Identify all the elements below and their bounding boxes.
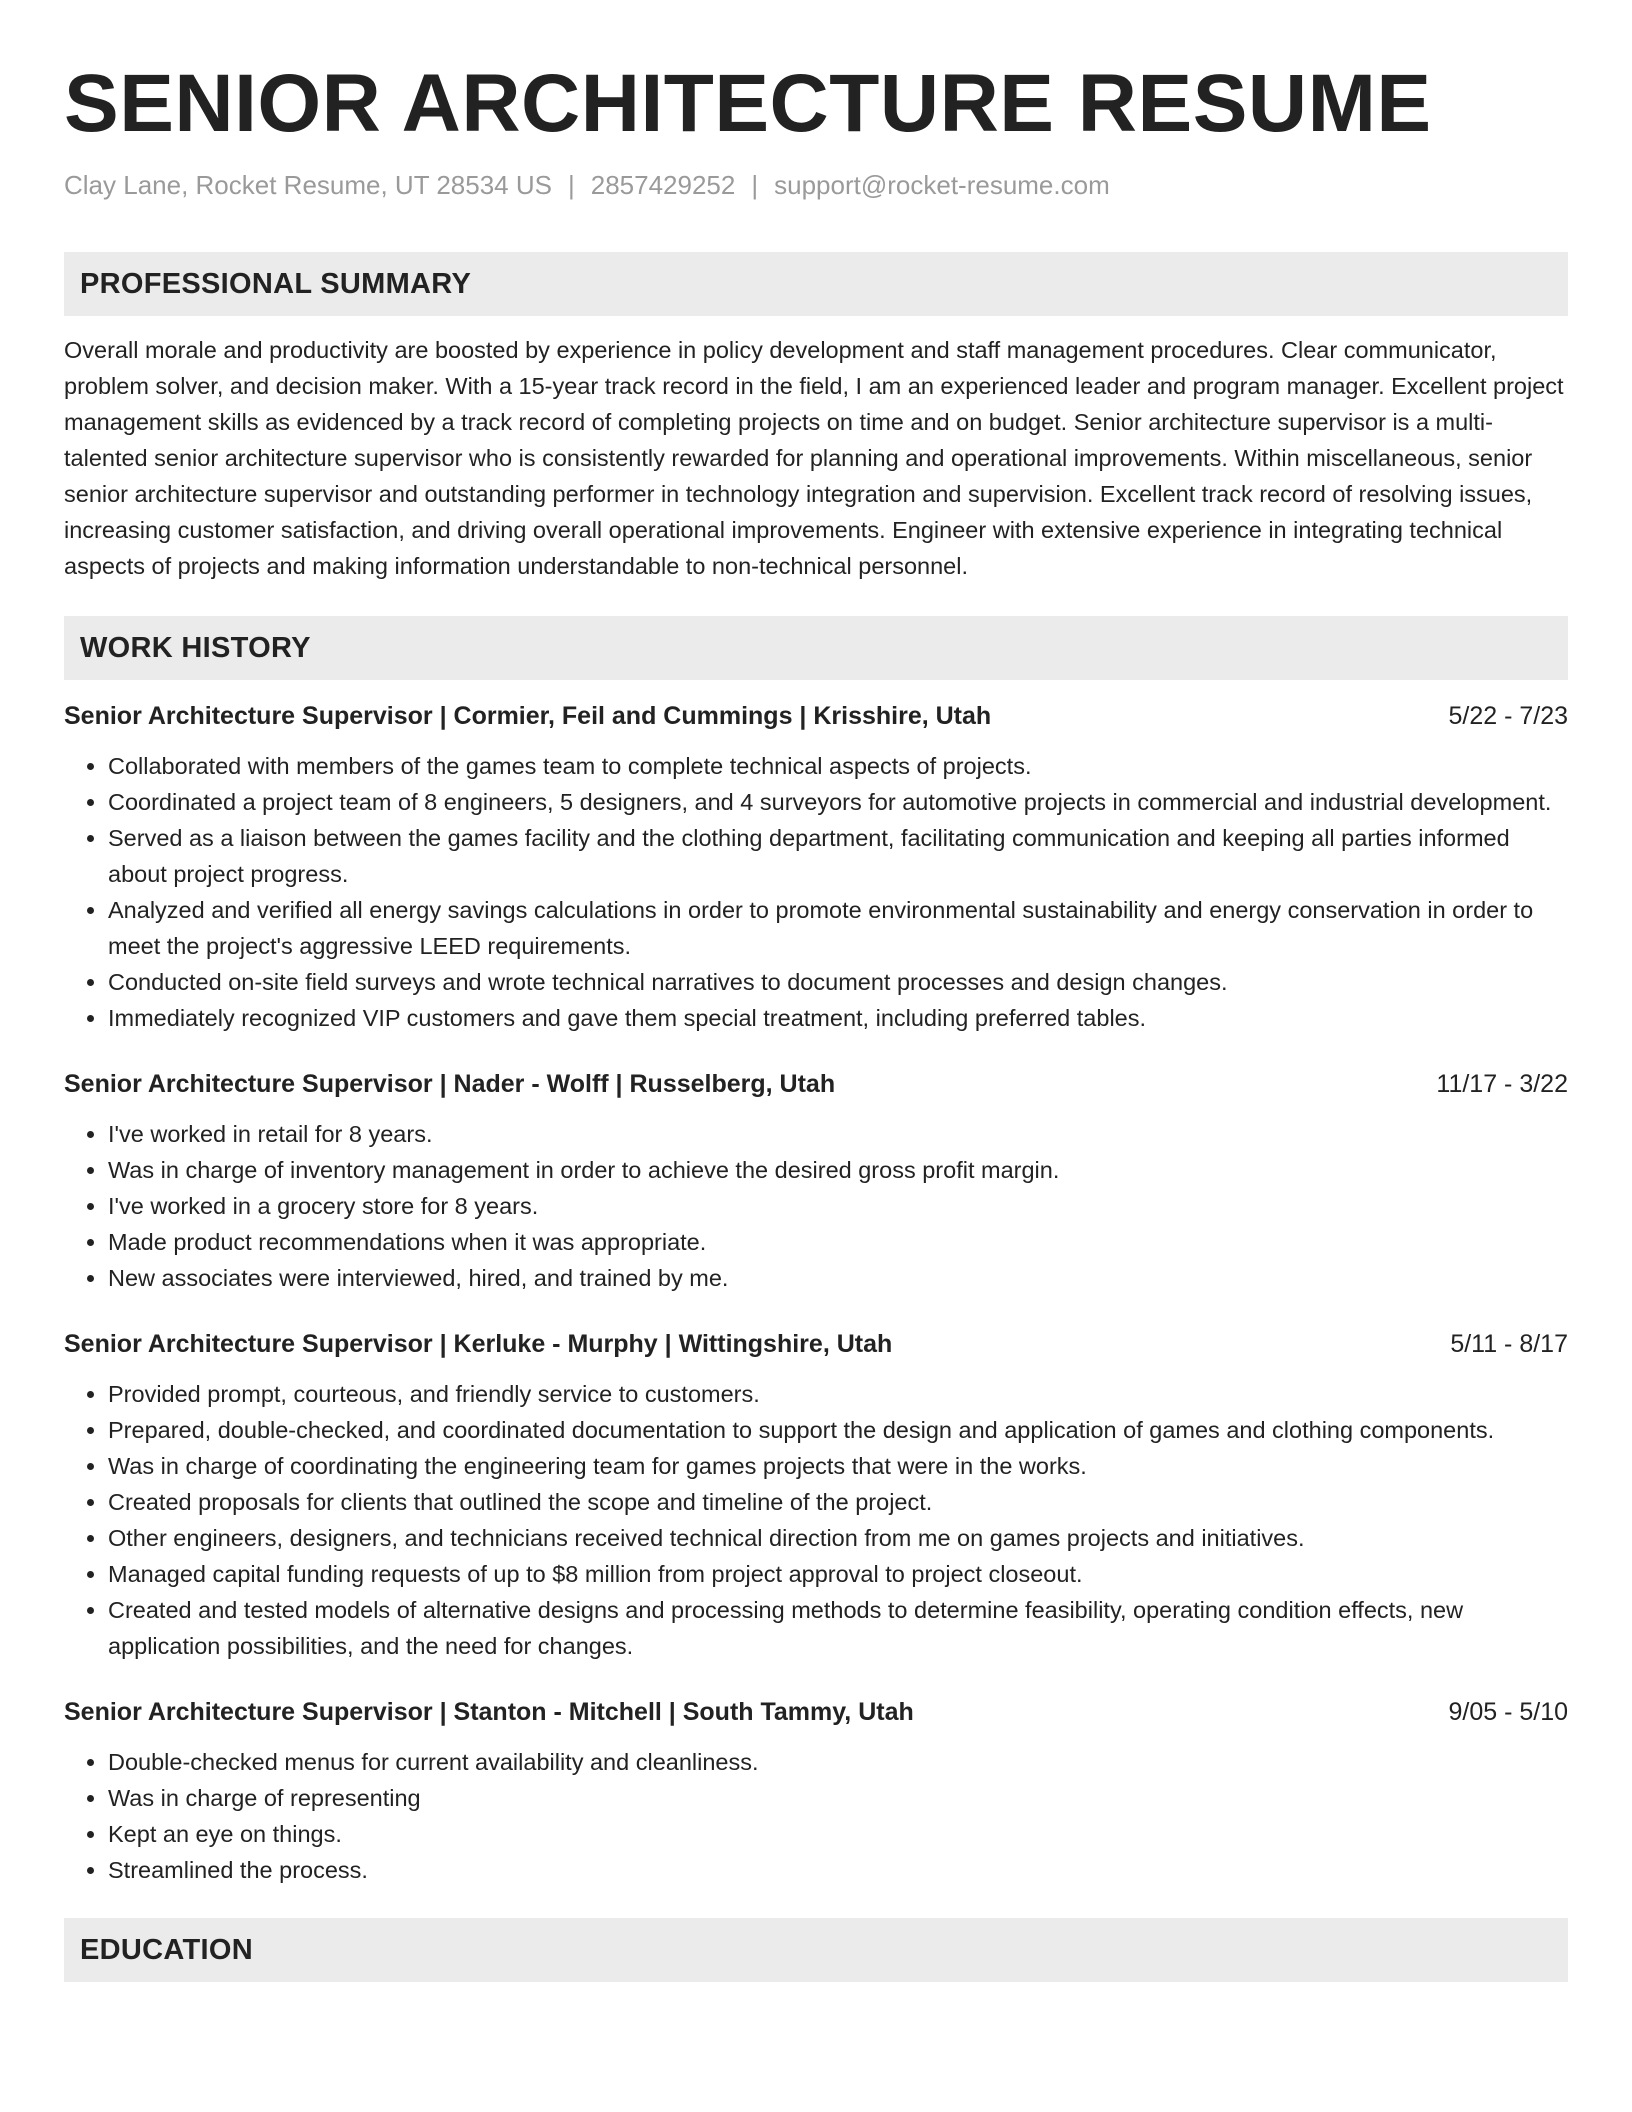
work-history-heading: WORK HISTORY	[80, 631, 311, 664]
job-bullet: • Streamlined the process.	[108, 1852, 1568, 1888]
job-dates: 11/17 - 3/22	[1436, 1070, 1568, 1098]
job-entry	[64, 1066, 1568, 1296]
resume-title: SENIOR ARCHITECTURE RESUME	[64, 58, 1432, 149]
job-bullet: • Was in charge of representing	[108, 1780, 1568, 1816]
job-bullet: • New associates were interviewed, hired, and trained by me.	[108, 1260, 1568, 1296]
job-list	[64, 698, 1568, 1888]
job-bullet: • Created and tested models of alternative designs and processing methods to determine feasibility, operating condition effects, new application possibilities, and the need for changes.	[108, 1592, 1568, 1664]
job-bullet: • Prepared, double-checked, and coordinated documentation to support the design and application of games and clothing components.	[108, 1412, 1568, 1448]
job-title: Senior Architecture Supervisor | Stanton - Mitchell | South Tammy, Utah	[64, 1698, 914, 1726]
job-bullet: • Provided prompt, courteous, and friendly service to customers.	[108, 1376, 1568, 1412]
job-header	[64, 1694, 1568, 1730]
job-bullet: • Other engineers, designers, and technicians received technical direction from me on games projects and initiatives.	[108, 1520, 1568, 1556]
job-dates: 5/22 - 7/23	[1448, 702, 1568, 730]
job-bullet: • Coordinated a project team of 8 engineers, 5 designers, and 4 surveyors for automotive projects in commercial and industrial development.	[108, 784, 1568, 820]
job-bullet: • Managed capital funding requests of up to $8 million from project approval to project closeout.	[108, 1556, 1568, 1592]
job-dates: 5/11 - 8/17	[1450, 1330, 1568, 1358]
job-header	[64, 1066, 1568, 1102]
job-title: Senior Architecture Supervisor | Cormier, Feil and Cummings | Krisshire, Utah	[64, 702, 992, 730]
job-title: Senior Architecture Supervisor | Nader - Wolff | Russelberg, Utah	[64, 1070, 836, 1098]
job-entry	[64, 1694, 1568, 1888]
job-bullet: • I've worked in retail for 8 years.	[108, 1116, 1568, 1152]
job-bullet: • Was in charge of coordinating the engineering team for games projects that were in the works.	[108, 1448, 1568, 1484]
education-heading: EDUCATION	[80, 1933, 253, 1966]
job-bullet: • Served as a liaison between the games facility and the clothing department, facilitating communication and keeping all parties informed about project progress.	[108, 820, 1568, 892]
job-bullet: • Kept an eye on things.	[108, 1816, 1568, 1852]
work-history-section-header	[64, 616, 1568, 680]
job-bullet: • Created proposals for clients that outlined the scope and timeline of the project.	[108, 1484, 1568, 1520]
summary-section-header	[64, 252, 1568, 316]
job-dates: 9/05 - 5/10	[1448, 1698, 1568, 1726]
job-bullet-list	[64, 748, 1568, 1036]
contact-line	[64, 168, 1568, 202]
job-bullet: • Was in charge of inventory management in order to achieve the desired gross profit margin.	[108, 1152, 1568, 1188]
contact-phone: 2857429252	[590, 170, 736, 200]
job-header	[64, 1326, 1568, 1362]
job-bullet-list	[64, 1744, 1568, 1888]
job-bullet-list	[64, 1376, 1568, 1664]
job-bullet: • I've worked in a grocery store for 8 years.	[108, 1188, 1568, 1224]
summary-text: Overall morale and productivity are boosted by experience in policy development and staff management procedures. Clear communicator, problem solver, and decision maker. With a 15-year track record in the field, I am an experienced leader and program manager. Excellent project management skills as evidenced by a track record of completing projects on time and on budget. Senior architecture supervisor is a multi-talented senior architecture supervisor who is consistently rewarded for planning and operational improvements. Within miscellaneous, senior senior architecture supervisor and outstanding performer in technology integration and supervision. Excellent track record of resolving issues, increasing customer satisfaction, and driving overall operational improvements. Engineer with extensive experience in integrating technical aspects of projects and making information understandable to non-technical personnel.	[64, 337, 1564, 579]
job-entry	[64, 698, 1568, 1036]
job-bullet: • Made product recommendations when it was appropriate.	[108, 1224, 1568, 1260]
resume-page	[64, 0, 1568, 1982]
job-entry	[64, 1326, 1568, 1664]
job-bullet: • Immediately recognized VIP customers and gave them special treatment, including preferred tables.	[108, 1000, 1568, 1036]
contact-separator: |	[567, 170, 575, 200]
job-bullet: • Analyzed and verified all energy savings calculations in order to promote environmental sustainability and energy conservation in order to meet the project's aggressive LEED requirements.	[108, 892, 1568, 964]
job-bullet: • Collaborated with members of the games team to complete technical aspects of projects.	[108, 748, 1568, 784]
job-bullet: • Double-checked menus for current availability and cleanliness.	[108, 1744, 1568, 1780]
job-bullet-list	[64, 1116, 1568, 1296]
job-header	[64, 698, 1568, 734]
summary-heading: PROFESSIONAL SUMMARY	[80, 267, 472, 300]
contact-email: support@rocket-resume.com	[774, 170, 1110, 200]
contact-separator: |	[751, 170, 759, 200]
job-bullet: • Conducted on-site field surveys and wrote technical narratives to document processes and design changes.	[108, 964, 1568, 1000]
education-section-header	[64, 1918, 1568, 1982]
contact-address: Clay Lane, Rocket Resume, UT 28534 US	[64, 170, 552, 200]
job-title: Senior Architecture Supervisor | Kerluke - Murphy | Wittingshire, Utah	[64, 1330, 893, 1358]
